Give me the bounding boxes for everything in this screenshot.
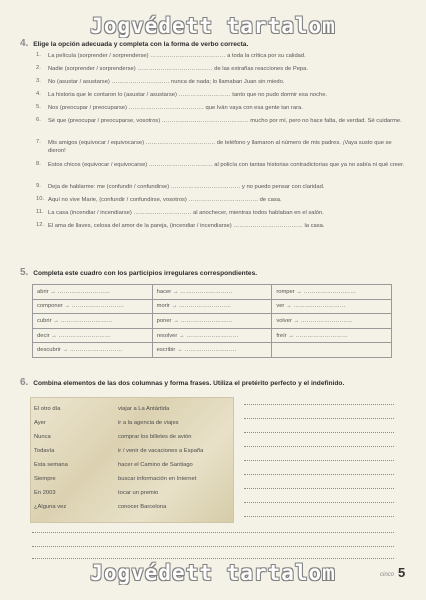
table-row: [33, 299, 392, 314]
answer-line[interactable]: [244, 460, 394, 461]
time-expressions-column: [34, 406, 68, 518]
list-item: 2. Nadie (sorprender / sorprenderse) ………………………………… de las extrañas reacciones de Pepa.: [36, 65, 308, 72]
table-cell[interactable]: romper → ………………………: [272, 285, 392, 300]
watermark-top: Jogvédett tartalom: [90, 14, 336, 38]
answer-line[interactable]: [32, 558, 394, 559]
table-row: [33, 285, 392, 300]
table-cell[interactable]: poner → ………………………: [152, 314, 272, 329]
list-item: 10. Aquí no vive Marie, (confundir / confundirse, vosotros) ……………………………… de casa.: [36, 196, 282, 203]
table-cell[interactable]: abrir → ………………………: [33, 285, 153, 300]
table-cell[interactable]: freír → ………………………: [272, 328, 392, 343]
answer-line[interactable]: [244, 474, 394, 475]
exercise-4-instruction: Elige la opción adecuada y completa con la forma de verbo correcta.: [33, 41, 249, 48]
page-number: 5: [398, 565, 406, 580]
list-item: 11. La casa (incendiar / incendiarse) ………………………… al anochecer, mientras todos hablaban en el salón.: [36, 209, 324, 216]
list-item: ¿Alguna vez: [34, 504, 67, 510]
page-number-word: cinco: [380, 572, 395, 578]
table-cell[interactable]: escribir → ………………………: [152, 343, 272, 358]
exercise-5-heading: [20, 267, 257, 278]
exercise-4-items: [36, 52, 410, 235]
table-cell[interactable]: [272, 343, 392, 358]
answer-line[interactable]: [244, 502, 394, 503]
list-item: viajar a La Antártida: [118, 406, 170, 412]
exercise-4-number: 4.: [20, 38, 29, 49]
list-item: Esta semana: [34, 462, 68, 468]
list-item: buscar información en Internet: [118, 476, 197, 482]
list-item: 4. La historia que le contaron lo (asustar / asustarse) ……………………… tanto que no pudo dormir esa noche.: [36, 91, 328, 98]
exercise-5-instruction: Completa este cuadro con los participios irregulares correspondientes.: [33, 270, 258, 277]
list-item: 7. Mis amigos (equivocar / equivocarse) ……………………………… de teléfono y llamaron al número de mis padres. ¡Vaya susto que se dieron!: [36, 139, 392, 155]
list-item: tocar un premio: [118, 490, 159, 496]
list-item: Siempre: [34, 476, 56, 482]
table-row: [33, 328, 392, 343]
table-cell[interactable]: resolver → ………………………: [152, 328, 272, 343]
list-item: hacer el Camino de Santiago: [118, 462, 193, 468]
list-item: En 2003: [34, 490, 56, 496]
exercise-5-number: 5.: [20, 267, 29, 278]
table-cell[interactable]: morir → ………………………: [152, 299, 272, 314]
table-row: [33, 314, 392, 329]
watermark-bottom: Jogvédett tartalom: [90, 561, 336, 585]
list-item: Nunca: [34, 434, 51, 440]
answer-line[interactable]: [244, 418, 394, 419]
answer-line[interactable]: [32, 532, 394, 533]
list-item: conocer Barcelona: [118, 504, 167, 510]
answer-line[interactable]: [244, 432, 394, 433]
list-item: comprar los billetes de avión: [118, 434, 192, 440]
table-cell[interactable]: cubrir → ………………………: [33, 314, 153, 329]
participles-table: [32, 284, 392, 358]
list-item: 5. Nos (preocupar / preocuparse) ………………………………… que Iván vaya con esa gente tan rara.: [36, 104, 303, 111]
list-item: 9. Deja de hablarme: me (confundir / confundirse) ……………………………… y no puedo pensar con claridad.: [36, 183, 325, 190]
table-cell[interactable]: hacer → ………………………: [152, 285, 272, 300]
list-item: 3. No (asustar / asustarse) ………………………… nunca de nada; lo llamaban Juan sin miedo.: [36, 78, 285, 85]
table-cell[interactable]: componer → ………………………: [33, 299, 153, 314]
list-item: Ayer: [34, 420, 46, 426]
table-cell[interactable]: descubrir → ………………………: [33, 343, 153, 358]
list-item: 1. La película (sorprender / sorprenderse) ………………………………… a toda la crítica por su calidad.: [36, 52, 306, 59]
table-row: [33, 343, 392, 358]
exercise-6-number: 6.: [20, 377, 29, 388]
exercise-6-instruction: Combina elementos de las dos columnas y forma frases. Utiliza el pretérito perfecto y el indefinido.: [33, 380, 345, 387]
exercise-6-heading: [20, 377, 344, 388]
answer-line[interactable]: [32, 546, 394, 547]
answer-line[interactable]: [244, 488, 394, 489]
table-cell[interactable]: ver → ………………………: [272, 299, 392, 314]
actions-column: [118, 406, 203, 518]
table-cell[interactable]: volver → ………………………: [272, 314, 392, 329]
list-item: 6. Sé que (preocupar / preocuparse, vosotros) ……………………………………… mucho por mí, pero no hace falta, de verdad. Sé cuidarme.: [36, 117, 402, 124]
list-item: 8. Estos chicos (equivocar / equivocarse) …………………………… al policía con tantas historias contradictorias que ya no sabía ni qué creer.: [36, 161, 405, 168]
exercise-4-heading: [20, 38, 248, 49]
list-item: ir / venir de vacaciones a España: [118, 448, 204, 454]
list-item: Todavía: [34, 448, 55, 454]
table-cell[interactable]: decir → ………………………: [33, 328, 153, 343]
answer-line[interactable]: [244, 516, 394, 517]
answer-line[interactable]: [244, 404, 394, 405]
list-item: ir a la agencia de viajes: [118, 420, 179, 426]
list-item: 12. El ama de llaves, celosa del amor de la pareja, (incendiar / incendiarse) ……………………………… la casa.: [36, 222, 325, 229]
list-item: El otro día: [34, 406, 61, 412]
answer-line[interactable]: [244, 446, 394, 447]
